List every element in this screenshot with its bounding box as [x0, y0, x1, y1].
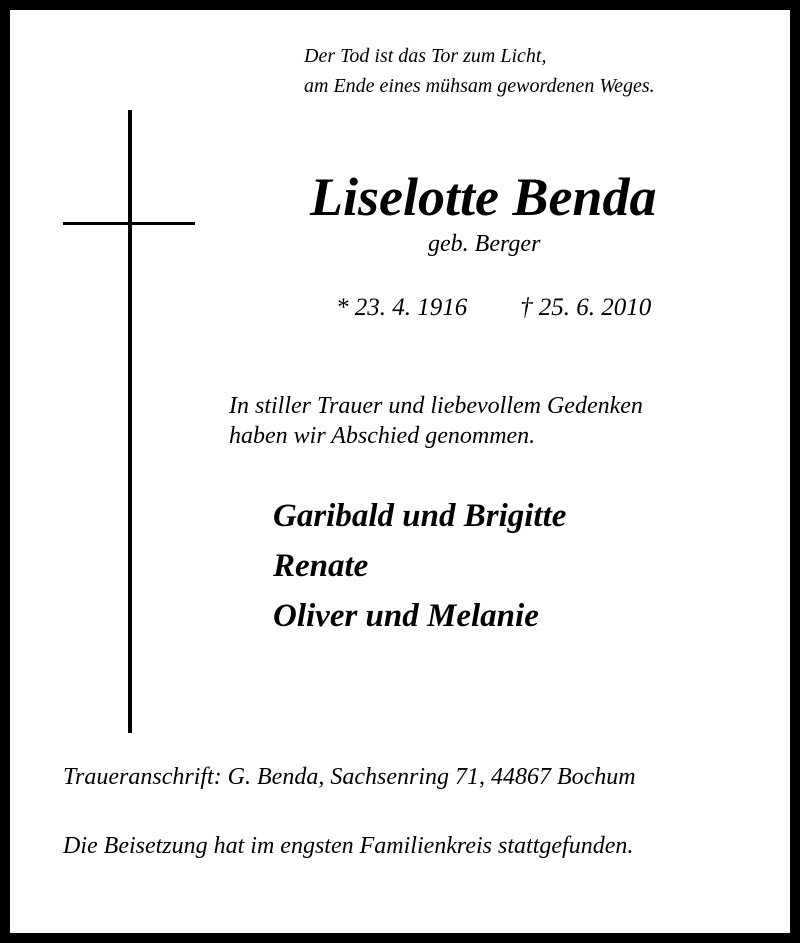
cross-icon-vertical [128, 110, 132, 733]
mourner-1: Garibald und Brigitte [273, 498, 567, 534]
motto-line-2: am Ende eines mühsam gewordenen Weges. [304, 75, 655, 97]
mourner-3: Oliver und Melanie [273, 598, 539, 634]
birth-date: * 23. 4. 1916 [336, 294, 468, 321]
funeral-note: Die Beisetzung hat im engsten Familienkreis stattgefunden. [63, 833, 634, 859]
message-line-2: haben wir Abschied genommen. [229, 423, 536, 449]
deceased-name: Liselotte Benda [310, 167, 657, 227]
death-date: † 25. 6. 2010 [520, 294, 652, 321]
mourner-2: Renate [273, 548, 369, 584]
cross-icon-horizontal [63, 222, 195, 225]
motto-line-1: Der Tod ist das Tor zum Licht, [304, 45, 547, 67]
maiden-name: geb. Berger [428, 231, 541, 257]
mourning-address: Traueranschrift: G. Benda, Sachsenring 71, 44867 Bochum [63, 764, 636, 790]
message-line-1: In stiller Trauer und liebevollem Gedenken [229, 393, 643, 419]
